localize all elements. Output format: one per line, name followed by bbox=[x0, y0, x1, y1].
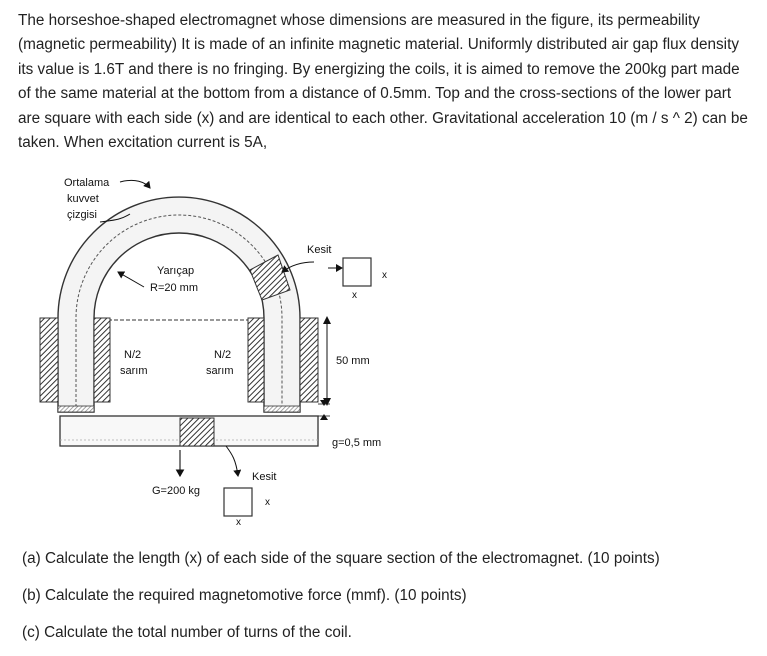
left-coil-turns: N/2 bbox=[124, 349, 142, 361]
height-label: 50 mm bbox=[336, 355, 370, 367]
kesit-top-label: Kesit bbox=[307, 244, 332, 256]
left-outer-coil bbox=[40, 318, 58, 402]
radius-label-line2: R=20 mm bbox=[150, 282, 198, 294]
kesit-top-square bbox=[343, 258, 371, 286]
left-coil-unit: sarım bbox=[120, 365, 148, 377]
question-b: (b) Calculate the required magnetomotive force (mmf). (10 points) bbox=[22, 587, 467, 604]
right-coil-unit: sarım bbox=[206, 365, 234, 377]
left-pole-face bbox=[58, 406, 94, 412]
gap-label: g=0,5 mm bbox=[332, 437, 382, 449]
radius-arrow bbox=[118, 272, 144, 287]
right-pole-face bbox=[264, 406, 300, 412]
left-inner-coil bbox=[94, 318, 110, 402]
cizgisi-label: çizgisi bbox=[67, 209, 97, 221]
problem-statement: The horseshoe-shaped electromagnet whose dimensions are measured in the figure, its permeability (magnetic permeability) It is made of an infinite magnetic material. Uniformly distributed air gap flux density its value is 1.6T and there is no fringing. By energizing the coils, it is aimed to remove the 200kg part made of the same material at the bottom from a distance of 0.5mm. Top and the cross-sections of the lower part are square with each side (x) and are identical to each other. Gravitational acceleration 10 (m / s ^ 2) can be taken. When excitation current is 5A, bbox=[18, 12, 748, 152]
lower-cross-section bbox=[180, 418, 214, 446]
right-inner-coil bbox=[248, 318, 264, 402]
weight-label: G=200 kg bbox=[152, 485, 201, 497]
electromagnet-figure bbox=[0, 165, 767, 525]
radius-label-line1: Yarıçap bbox=[157, 265, 195, 277]
kesit-bottom-side-x: x bbox=[265, 497, 270, 508]
right-outer-coil bbox=[300, 318, 318, 402]
question-a: (a) Calculate the length (x) of each side of the square section of the electromagnet. (10 points) bbox=[22, 550, 660, 567]
question-c: (c) Calculate the total number of turns of the coil. bbox=[22, 624, 352, 641]
right-coil-turns: N/2 bbox=[214, 349, 232, 361]
kuvvet-label: kuvvet bbox=[67, 193, 99, 205]
kesit-top-side-x: x bbox=[382, 270, 387, 281]
kesit-top-bottom-x: x bbox=[352, 290, 357, 301]
kesit-bottom-label: Kesit bbox=[252, 471, 277, 483]
kesit-bottom-bottom-x: x bbox=[236, 517, 241, 525]
ortalama-label: Ortalama bbox=[64, 177, 110, 189]
kesit-bottom-square bbox=[224, 488, 252, 516]
